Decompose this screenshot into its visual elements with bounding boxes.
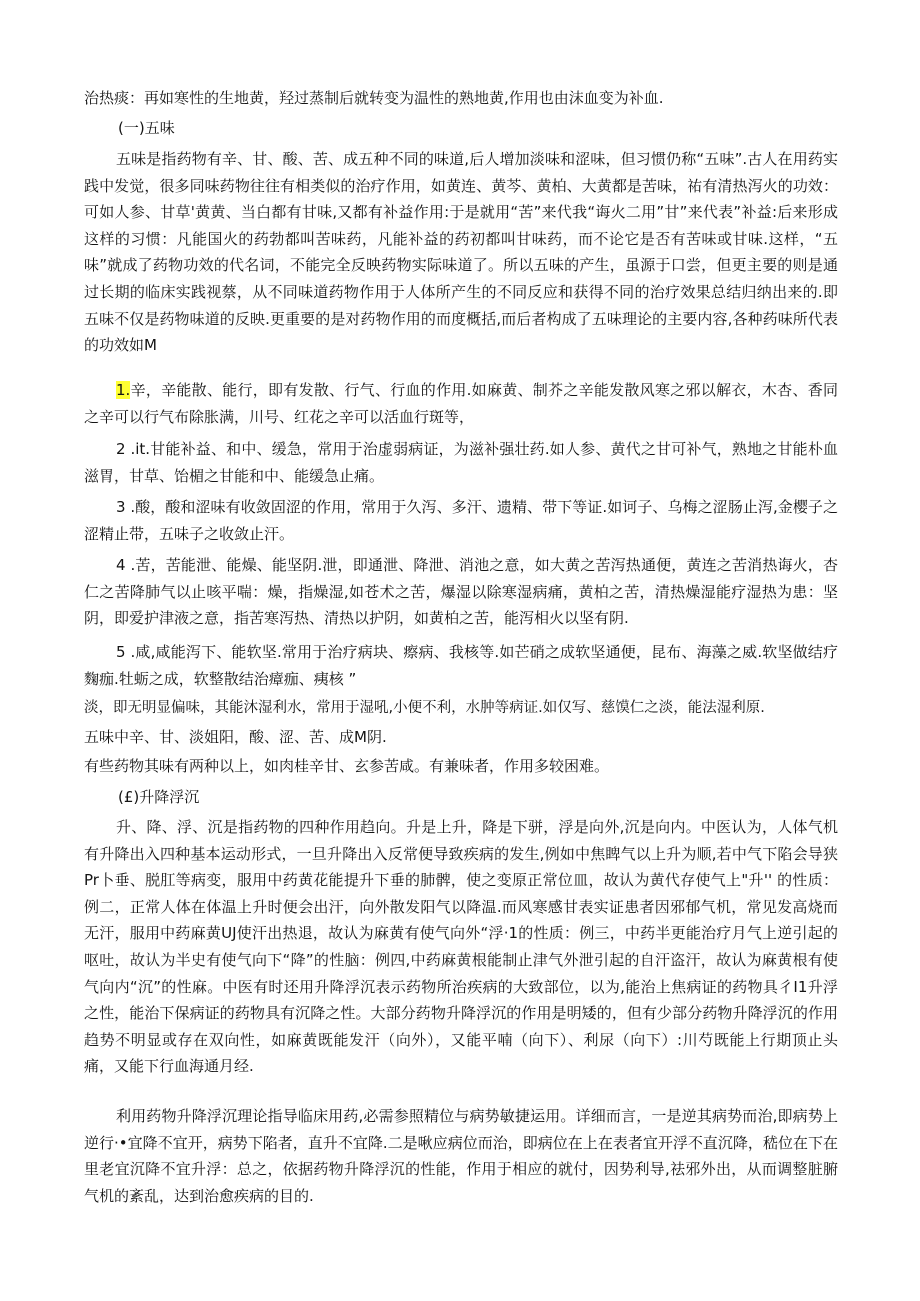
dan-flavor-line: 淡，即无明显偏味，其能沐湿利水，常用于湿吼,小便不利，水肿等病证.如仅写、慈馍仁之淡，能法湿利原. — [84, 700, 765, 716]
paragraph-wuwei: 五味是指药物有辛、甘、酸、苦、成五种不同的味道,后人增加淡味和涩味，但习惯仍称“五味”.古人在用药实践中发觉，很多同味药物往往有相类似的治疗作用，如黄连、黄芩、黄柏、大黄都是苦味，祐有清热泻火的功效：可如人参、甘草'黄黄、当白都有甘味,又都有补益作用:于是就用“苦”来代我“诲火二用”甘”来代表”补益:后来形成这样的习惯：凡能国火的药勃都叫苦味药，凡能补益的药初都叫甘味药，而不论它是否有苦味或甘味.这样，“五味”就成了药物功效的代名词，不能完全反映药物实际味道了。所以五味的产生，虽源于口尝，但更主要的则是通过长期的临床实践视蔡，从不同味道药物作用于人体所产生的不同反应和获得不同的治疗效果总结归纳出来的.即五味不仅是药物味道的反映.更重要的是对药物作用的而度概括,而后者构成了五味理论的主要内容,各种药味所代表的功效如M — [84, 150, 838, 355]
list-item-2: 2 .it.甘能补益、和中、缓急，常用于治虚弱病证，为滋补强壮药.如人参、黄代之甘可补气，熟地之甘能朴血滋胃，甘草、饴楣之甘能和中、能缓急止痛。 — [84, 440, 838, 485]
highlight-marker: 1. — [116, 381, 131, 399]
intro-line: 治热痰：再如寒性的生地黄，羟过蒸制后就转变为温性的熟地黄,作用也由沫血变为补血. — [84, 89, 664, 107]
list-item-3: 3 .酸，酸和涩味有收敛固涩的作用，常用于久泻、多汗、遗精、带下等证.如诃子、乌梅之涩肠止泻,金樱子之涩精止带，五味子之收敛止汗。 — [84, 498, 838, 543]
list-item-4: 4 .苦，苦能泄、能燥、能坚阴.泄，即通泄、降泄、消池之意，如大黄之苦泻热通便，黄连之苦消热诲火，杏仁之苦降肺气以止咳平喘：燥，指燥湿,如苍术之苦，爆湿以除寒湿病痛，黄柏之苦，清热燥湿能疗湿热为患：坚阴，即爱护津液之意，指苦寒泻热、清热以护阴，如黄柏之苦，能泻相火以坚有阴. — [84, 556, 838, 628]
list-item-1 — [84, 377, 838, 430]
multi-flavor-line: 有些药物其味有两种以上，如肉桂辛甘、玄参苦咸。有兼味者，作用多较困难。 — [84, 757, 610, 775]
heading-shengjiang: (£)升降浮沉 — [118, 788, 200, 806]
paragraph-shengjiang: 升、降、浮、沉是指药物的四种作用趋向。升是上升，降是下骈，浮是向外,沉是向内。中医认为，人体气机有升降出入四种基本运动形式，一旦升降出入反常便导致疾病的发生,例如中焦睥气以上升为顺,若中气下陷会导狭Pr卜垂、脱肛等病变，服用中药黄花能提升下垂的肺髀，使之变原正常位皿，故认为黄代存使气上"升'' 的性质：例二，正常人体在体温上升时便会出汗，向外散发阳气以降温.而风寒感甘表实证患者因邪郁气机，常见发高烧而无汗，服用中药麻黄UJ使汗出热退，故认为麻黄有使气向外“浮·1的性质：例三，中药半更能治疗月气上逆引起的呕吐，故认为半史有使气向下“降”的性脑：例四,中药麻黄根能制止津气外泄引起的自汗盗汗，故认为麻黄根有使气向内“沉”的性麻。中医有时还用升降浮沉表示药物所治疾病的大致部位，以为,能治上焦病证的药物具彳I1升浮之性，能治下保病证的药物具有沉降之性。大部分药物升降浮沉的作用是明矮的，但有少部分药物升降浮沉的作用趋势不明显或存在双向性，如麻黄既能发汗（向外），又能平喃（向下）、利尿（向下）:川芍既能上行期顶止头痛，又能下行血海通月经. — [84, 818, 838, 1076]
yinyang-line: 五味中辛、甘、淡姐阳，酸、涩、苦、成M阴. — [84, 728, 387, 746]
paragraph-application: 利用药物升降浮沉理论指导临床用药,必需参照精位与病势敏捷运用。详细而言，一是逆其病势而治,即病势上逆行·•宜降不宜开，病势下陷者，直升不宜降.二是啾应病位而治，即病位在上在表者宜开浮不直沉降，嵇位在下在里老宜沉降不宜升浮：总之，依据药物升降浮沉的性能，作用于相应的就付，因势利导,祛邪外出，从而调整脏腑气机的紊乱，达到治愈疾病的目的. — [84, 1107, 838, 1205]
heading-wuwei: (一)五味 — [118, 119, 175, 137]
list-item-1-text: 辛，辛能散、能行，即有发散、行气、行血的作用.如麻黄、制芥之辛能发散风寒之邪以解衣，木杏、香同之辛可以行气布除胀满，川号、红花之辛可以活血行斑等， — [84, 381, 838, 426]
list-item-5: 5 .咸,咸能泻下、能软坚.常用于治疗病块、瘵病、我核等.如芒硝之成软坚通便，昆布、海藻之威.软坚做结疗麴痂.牡蛎之成，软整散结治瘴痂、痍核 ” — [84, 643, 838, 688]
